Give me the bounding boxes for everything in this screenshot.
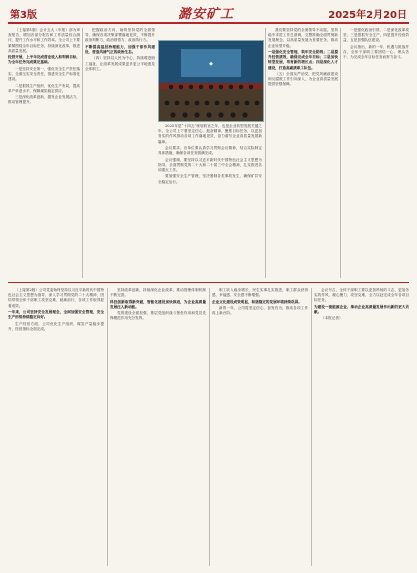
paragraph: 要加强安全生产管理，坚决遏制各类事故发生，确保矿井安全稳定运行。 — [158, 174, 262, 184]
column-divider — [82, 28, 83, 278]
meeting-photo-image — [159, 41, 263, 121]
subhead: 一年来，公司坚持安全发展理念，全面加强安全管理，安全生产形势持续稳定向好。 — [8, 310, 104, 320]
paragraph: 2025年是“十四五”规划收官之年，也是企业转型发展关键之年。全公司上下要坚定信心、振奋精神，聚焦目标任务，以更加务实的作风推动各项工作落地见效，奋力谱写企业高质量发展新篇章。 — [158, 124, 262, 144]
column-divider — [265, 28, 266, 278]
paragraph: （本报记者） — [321, 316, 343, 321]
subhead: 科技创新取得新突破，智能化建设加快推进，为企业高质量发展注入新动能。 — [110, 299, 206, 309]
paragraph: 生产经营方面，公司优化生产组织，煤炭产量稳步提升，经营指标全面完成。 — [8, 321, 104, 331]
paragraph: 把握政治方向，始终坚持党的全面领导，确保各项决策部署落地见效，不断提升政治判断力、政治领悟力、政治执行力。 — [85, 28, 155, 43]
top-article-col-left — [8, 28, 80, 278]
paragraph: 三是深化改革创新，激发企业发展活力，推动管理提升。 — [8, 95, 80, 105]
top-article-col-center-bottom — [158, 124, 262, 278]
subhead: 企业文化建设成效明显，和谐稳定的发展环境持续巩固。 — [212, 299, 302, 304]
paragraph: 会议指出，新的一年，机遇与挑战并存，全体干部职工要团结一心、埋头苦干，为完成全年目标任务而努力奋斗。 — [343, 44, 409, 60]
column-divider — [107, 288, 108, 566]
paragraph: 二是狠抓生产组织，优化生产布局，提高单产单进水平，保障煤炭稳定供应。 — [8, 83, 80, 93]
column-divider — [340, 28, 341, 278]
issue-date: 2025年2月20日 — [328, 10, 407, 21]
subhead: 一是强化安全管理，筑牢安全防线；二是提升经营质效，确保完成全年目标；三是加快转型发展，培育新的增长点；四是深化人才建设，打造高素质职工队伍。 — [268, 50, 338, 70]
paragraph: 我们要坚持党的全面领导不动摇，坚持稳中求进工作总基调，完整准确全面贯彻新发展理念，以高质量发展为首要任务，推动企业转型升级。 — [268, 28, 338, 48]
paragraph: 职工收入稳步增长，民生实事扎实推进，职工群众获得感、幸福感、安全感不断增强。 — [212, 288, 308, 298]
header-rule — [8, 22, 409, 24]
top-article-col-right — [268, 28, 338, 278]
subhead: 为建设一流能源企业、推动企业高质量发展作出新的更大贡献。 — [314, 304, 409, 314]
bottom-article-col-2 — [110, 288, 206, 566]
top-article-col-mid — [85, 28, 155, 278]
paragraph: 党的建设全面加强，基层党组织战斗堡垒作用和党员先锋模范作用充分发挥。 — [110, 311, 206, 321]
page-number: 第3版 — [10, 10, 37, 21]
column-divider — [209, 288, 210, 566]
paragraph: （四）坚持以人民为中心，持续增进职工福祉，让改革发展成果更多更公平地惠及全体职工。 — [85, 56, 155, 71]
column-divider — [311, 288, 312, 566]
masthead-logo: 潞安矿工 — [178, 7, 235, 22]
subhead: 经营开展，上半年完成营业收入和利润目标，为全年任务完成奠定基础。 — [8, 55, 80, 65]
paragraph: 一是坚持安全第一，强化安全生产责任落实，全面压实安全责任，推进安全生产标准化建设。 — [8, 66, 80, 82]
section-divider — [8, 282, 409, 283]
paragraph: 一是强化政治引领，二是深化改革攻坚，三是狠抓安全生产，四是提升经营效益，五是加强队伍建设。 — [343, 28, 409, 43]
paragraph: （五）全面从严治党，把党风廉政建设和反腐败工作引向深入，为企业高质量发展提供坚强保障。 — [268, 72, 338, 87]
paragraph: 会议号召，全体干部职工要以更加昂扬的斗志、更加务实的作风，凝心聚力、攻坚克难，全力以赴完成全年各项目标任务。 — [314, 288, 409, 303]
svg-text:◆: ◆ — [209, 61, 213, 67]
subhead: 不断提高基层治理能力，加强干部作风建设，营造风清气正的政治生态。 — [85, 44, 155, 54]
paragraph: （上接第1版）会计五大（年报）部为审查报告，增加各部分报告和工作质量综合测评，提升工作水平和工作效率。全公司上下要紧紧围绕全年目标任务，持续深化改革，推进高质量发展。 — [8, 28, 80, 53]
bottom-article-col-4 — [314, 288, 409, 566]
bottom-article-col-3 — [212, 288, 308, 566]
paragraph: 会议强调，要坚持以习近平新时代中国特色社会主义思想为指导，全面贯彻党的二十大和二十届三中全会精神，扎实推进各项重点工作。 — [158, 157, 262, 172]
paragraph: 新的一年，公司将坚定信心、奋发有为，推动各项工作再上新台阶。 — [212, 305, 308, 316]
bottom-article-col-1 — [8, 288, 104, 566]
paragraph: 坚持改革创新，持续深化企业改革，推动管理体制机制不断完善。 — [110, 288, 206, 298]
paragraph: 会议要求，各单位要认真学习贯彻会议精神，结合实际制定具体措施，确保各项任务圆满完成。 — [158, 146, 262, 156]
meeting-photo — [158, 40, 264, 122]
top-article-col-far-right — [343, 28, 409, 278]
paragraph: （上接第2版）公司党委始终坚持以习近平新时代中国特色社会主义思想为指导，深入学习贯彻党的二十大精神，团结带领全体干部职工攻坚克难、砥砺前行，各项工作取得显著成效。 — [8, 288, 104, 308]
